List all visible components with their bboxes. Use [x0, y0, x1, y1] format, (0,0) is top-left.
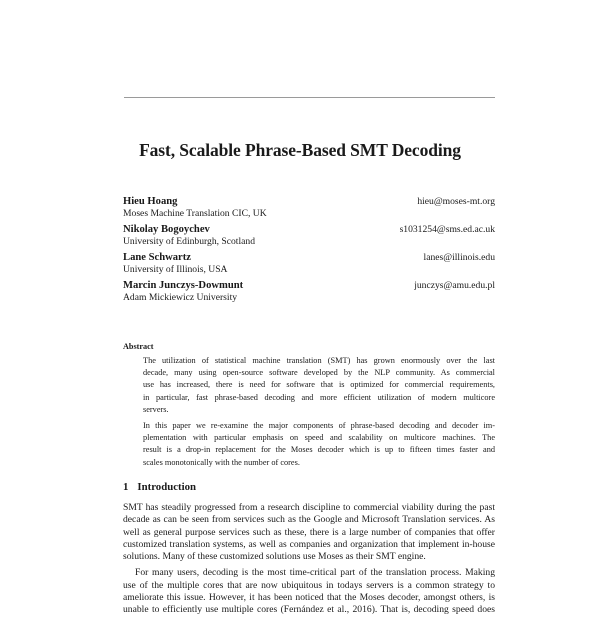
author-email: s1031254@sms.ed.ac.uk [399, 224, 495, 235]
abstract-paragraph [143, 355, 495, 416]
author-affiliation: Moses Machine Translation CIC, UK [123, 208, 267, 219]
author-email: lanes@illinois.edu [423, 252, 495, 263]
text-line: plementation with particular emphasis on speed and scalability on multicore machines. The [143, 433, 495, 443]
text-line: decade as can be seen from services such as the Google and Microsoft Translation services. As [123, 514, 495, 526]
paper-title: Fast, Scalable Phrase-Based SMT Decoding [139, 140, 461, 160]
text-line: use of the multiple cores that are now ubiquitous in todays servers is a common strategy to [123, 579, 495, 591]
text-line: scales monotonically with the number of cores. [143, 457, 300, 467]
abstract-paragraph [143, 420, 495, 469]
text-line: For many users, decoding is the most time-critical part of the translation process. Making [135, 567, 495, 579]
author-name: Marcin Junczys-Dowmunt [123, 280, 244, 291]
text-line: solutions. Many of these customized solutions use Moses as their SMT engine. [123, 551, 426, 563]
author-affiliation: University of Illinois, USA [123, 264, 228, 275]
abstract-heading: Abstract [123, 342, 154, 351]
text-line: In this paper we re-examine the major components of phrase-based decoding and decoder im- [143, 421, 495, 431]
text-line: in particular, fast phrase-based decoding and more efficient utilization of modern multicore [143, 392, 495, 402]
section-heading [123, 481, 196, 493]
section-number: 1 [123, 481, 129, 493]
author-affiliation: University of Edinburgh, Scotland [123, 236, 255, 247]
author-name: Hieu Hoang [123, 196, 178, 207]
body-paragraph [123, 567, 495, 616]
author-block [123, 224, 495, 247]
abstract [123, 342, 495, 473]
header-rule [124, 97, 495, 98]
author-block [123, 252, 495, 275]
author-name: Lane Schwartz [123, 252, 191, 263]
text-line: decade, many using open-source software developed by the NLP community. As commercial [143, 368, 495, 378]
section-body [123, 502, 495, 617]
text-line: use has increased, there is need for software that is optimized for commercial requirements, [143, 380, 495, 390]
section-title: Introduction [137, 481, 197, 493]
author-name: Nikolay Bogoychev [123, 224, 210, 235]
text-line: The utilization of statistical machine translation (SMT) has grown enormously over the last [143, 356, 495, 365]
text-line: well as general purpose services such as these, there is a large number of companies that offer [123, 526, 495, 538]
author-block [123, 280, 495, 303]
author-email: junczys@amu.edu.pl [414, 280, 495, 291]
author-affiliation: Adam Mickiewicz University [123, 292, 238, 303]
text-line: servers. [143, 404, 169, 414]
text-line: unable to efficiently use multiple cores (Fernández et al., 2016). That is, decoding speed does [123, 604, 495, 616]
text-line: ameliorate this issue. However, it has been noticed that the Moses decoder, amongst others, is [123, 592, 495, 604]
author-email: hieu@moses-mt.org [417, 196, 495, 207]
author-block [123, 196, 495, 219]
text-line: customized translation systems, as well as companies and organization that implement in-house [123, 538, 495, 550]
text-line: SMT has steadily progressed from a research discipline to commercial viability during the past [123, 502, 495, 513]
body-paragraph [123, 502, 495, 563]
text-line: result is a drop-in replacement for the Moses decoder which is up to fifteen times faster and [143, 445, 495, 455]
